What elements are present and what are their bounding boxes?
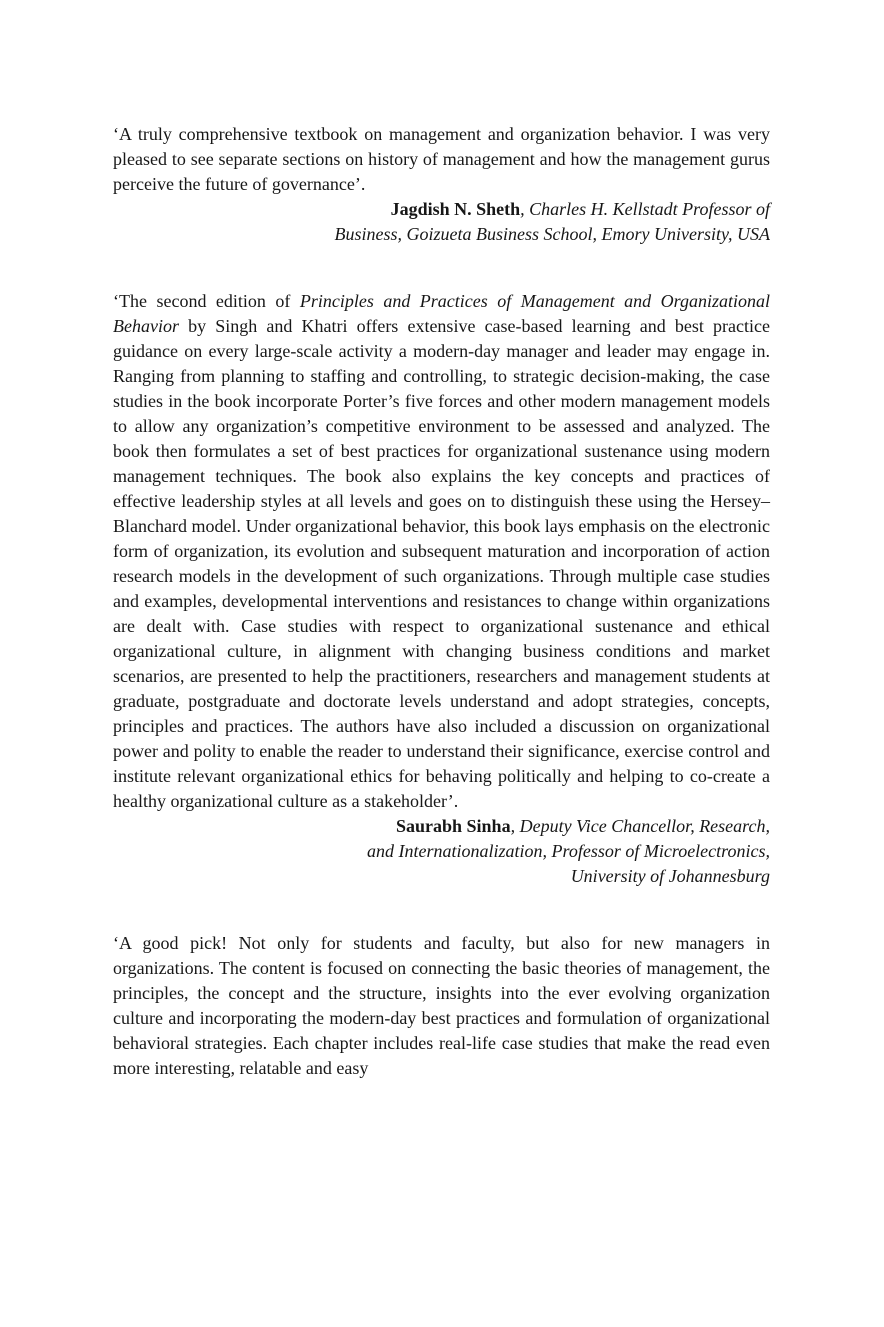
attribution-name: Saurabh Sinha xyxy=(396,816,511,836)
endorsement-attribution xyxy=(113,197,770,247)
attribution-role: and Internationalization, Professor of Microelectronics, xyxy=(367,841,770,861)
endorsement-sheth xyxy=(113,122,770,247)
attribution-role: , Charles H. Kellstadt Professor of xyxy=(520,199,770,219)
attribution-line xyxy=(113,197,770,222)
endorsement-sinha xyxy=(113,289,770,889)
quote-text: ‘A good pick! Not only for students and faculty, but also for new managers in organizations. The content is focused on connecting the basic theories of management, the principles, the concept and the structure, insights into the ever evolving organization culture and incorporating the modern-day best practices and formulation of organizational behavioral strategies. Each chapter includes real-life case studies that make the read even more interesting, relatable and easy xyxy=(113,933,770,1078)
quote-text: ‘The second edition of xyxy=(113,291,300,311)
endorsement-third-partial xyxy=(113,931,770,1081)
quote-text: by Singh and Khatri offers extensive case-based learning and best practice guidance on every large-scale activity a modern-day manager and leader may engage in. Ranging from planning to staffing and controlling, to strategic decision-making, the case studies in the book incorporate Porter’s five forces and other modern management models to allow any organization’s competitive environment to be assessed and analyzed. The book then formulates a set of best practices for organizational sustenance using modern management techniques. The book also explains the key concepts and practices of effective leadership styles at all levels and goes on to distinguish these using the Hersey–Blanchard model. Under organizational behavior, this book lays emphasis on the electronic form of organization, its evolution and subsequent maturation and incorporation of action research models in the development of such organizations. Through multiple case studies and examples, developmental interventions and resistances to change within organizations are dealt with. Case studies with respect to organizational sustenance and ethical organizational culture, in alignment with changing business conditions and market scenarios, are presented to help the practitioners, researchers and management students at graduate, postgraduate and doctorate levels understand and adopt strategies, concepts, principles and practices. The authors have also included a discussion on organizational power and polity to enable the reader to understand their significance, exercise control and institute relevant organizational ethics for behaving politically and helping to co-create a healthy organizational culture as a stakeholder’. xyxy=(113,316,770,811)
attribution-role: , Deputy Vice Chancellor, Research, xyxy=(510,816,770,836)
quote-text: ‘A truly comprehensive textbook on management and organization behavior. I was very pleased to see separate sections on history of management and how the management gurus perceive the future of governance’. xyxy=(113,124,770,194)
attribution-line xyxy=(113,814,770,839)
attribution-role: Business, Goizueta Business School, Emory University, USA xyxy=(334,224,770,244)
endorsement-quote xyxy=(113,289,770,814)
attribution-line xyxy=(113,222,770,247)
attribution-line xyxy=(113,839,770,864)
book-title-text: Principles and Practices of Management and Organizational Behavior xyxy=(113,291,770,336)
attribution-line xyxy=(113,864,770,889)
endorsement-attribution xyxy=(113,814,770,889)
endorsement-quote xyxy=(113,122,770,197)
endorsement-quote xyxy=(113,931,770,1081)
attribution-role: University of Johannesburg xyxy=(570,866,770,886)
attribution-name: Jagdish N. Sheth xyxy=(390,199,521,219)
